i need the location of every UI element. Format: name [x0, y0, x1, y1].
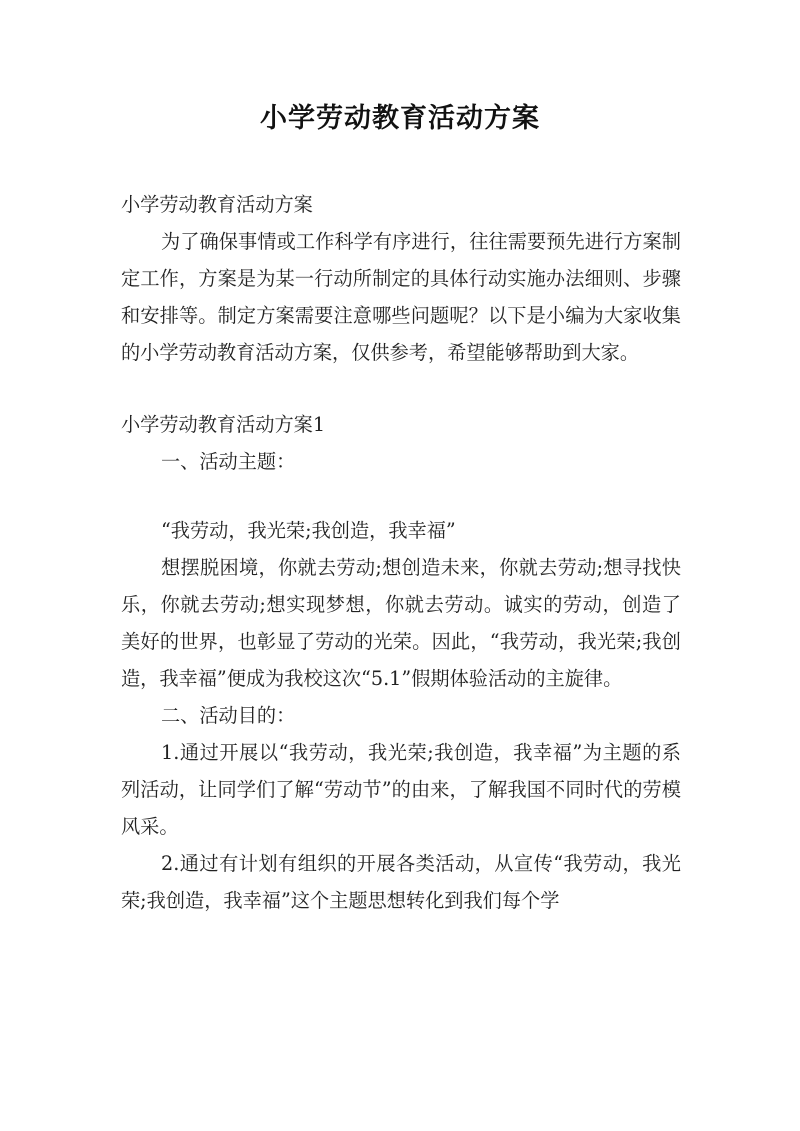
part2-heading: 二、活动目的： — [161, 704, 296, 727]
document-subtitle: 小学劳动教育活动方案 — [121, 193, 313, 216]
part1-paragraph: 想摆脱困境，你就去劳动;想创造未来，你就去劳动;想寻找快乐，你就去劳动;想实现梦想，你就去劳动。诚实的劳动，创造了美好的世界，也彰显了劳动的光荣。因此，“我劳动，我光荣;我创造，我幸福”便成为我校这次“5.1”假期体验活动的主旋律。 — [121, 556, 681, 690]
document-title: 小学劳动教育活动方案 — [260, 103, 540, 134]
part1-heading: 一、活动主题： — [161, 450, 296, 473]
slogan-line: “我劳动，我光荣;我创造，我幸福” — [161, 519, 456, 542]
goal-1-paragraph: 1.通过开展以“我劳动，我光荣;我创造，我幸福”为主题的系列活动，让同学们了解“劳动节”的由来，了解我国不同时代的劳模风采。 — [121, 741, 681, 838]
document-body — [121, 186, 681, 919]
goal-2-paragraph: 2.通过有计划有组织的开展各类活动，从宣传“我劳动，我光荣;我创造，我幸福”这个主题思想转化到我们每个学 — [121, 852, 681, 912]
section-title: 小学劳动教育活动方案1 — [121, 413, 326, 436]
intro-paragraph: 为了确保事情或工作科学有序进行，往往需要预先进行方案制定工作，方案是为某一行动所制定的具体行动实施办法细则、步骤和安排等。制定方案需要注意哪些问题呢？以下是小编为大家收集的小学劳动教育活动方案，仅供参考，希望能够帮助到大家。 — [121, 230, 681, 364]
